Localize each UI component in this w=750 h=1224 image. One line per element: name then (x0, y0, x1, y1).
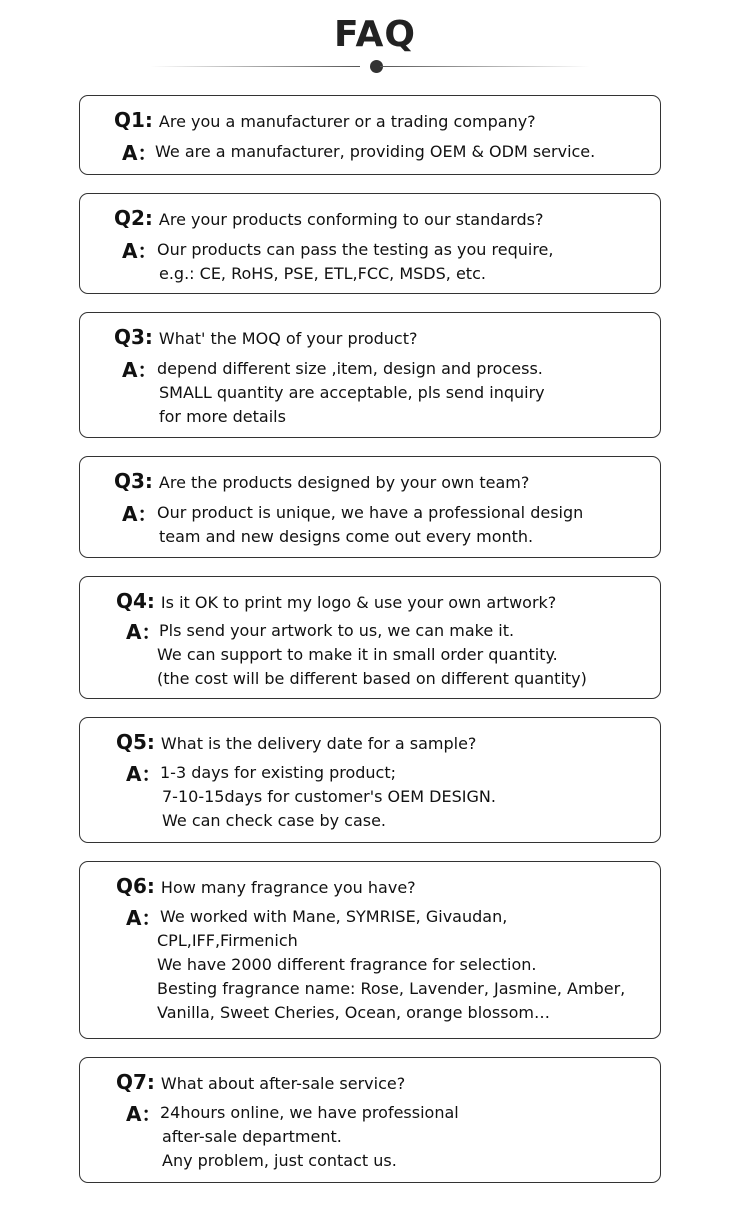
answer-line: Any problem, just contact us. (162, 1151, 397, 1170)
answer-line: 24hours online, we have professional (160, 1103, 459, 1122)
question-number: Q3: (114, 469, 153, 493)
question-text: How many fragrance you have? (160, 878, 416, 897)
faq-card (79, 1057, 661, 1183)
faq-question-row (116, 730, 476, 754)
answer-label: A： (126, 762, 162, 786)
answer-line: We have 2000 different fragrance for selection. (157, 955, 537, 974)
question-text: What' the MOQ of your product? (158, 329, 418, 348)
faq-card (79, 193, 661, 294)
question-number: Q4: (116, 589, 155, 613)
question-number: Q3: (114, 325, 153, 349)
faq-question-row (114, 108, 536, 132)
answer-line: We are a manufacturer, providing OEM & ODM service. (155, 142, 596, 161)
faq-question-row (114, 206, 543, 230)
title-divider (150, 66, 590, 68)
question-number: Q5: (116, 730, 155, 754)
question-number: Q2: (114, 206, 153, 230)
question-text: What is the delivery date for a sample? (160, 734, 477, 753)
question-text: Are the products designed by your own team? (158, 473, 530, 492)
answer-line: after-sale department. (162, 1127, 342, 1146)
answer-label: A： (122, 358, 158, 382)
answer-line: Our product is unique, we have a professional design (157, 503, 584, 522)
answer-line: Besting fragrance name: Rose, Lavender, Jasmine, Amber, (157, 979, 626, 998)
answer-line: We worked with Mane, SYMRISE, Givaudan, (160, 907, 508, 926)
question-text: Are you a manufacturer or a trading company? (158, 112, 536, 131)
answer-line: Pls send your artwork to us, we can make it. (159, 621, 515, 640)
faq-card (79, 95, 661, 175)
faq-card (79, 456, 661, 558)
answer-label: A： (126, 906, 162, 930)
answer-line: SMALL quantity are acceptable, pls send inquiry (159, 383, 545, 402)
answer-line: CPL,IFF,Firmenich (157, 931, 298, 950)
faq-card (79, 312, 661, 438)
answer-line: Our products can pass the testing as you require, (157, 240, 554, 259)
answer-line: We can check case by case. (162, 811, 387, 830)
question-number: Q6: (116, 874, 155, 898)
question-text: What about after-sale service? (160, 1074, 406, 1093)
faq-question-row (116, 874, 416, 898)
divider-line-left (150, 66, 360, 67)
faq-question-row (116, 589, 556, 613)
faq-question-row (114, 469, 529, 493)
answer-label: A： (126, 1102, 162, 1126)
divider-line-right (380, 66, 590, 67)
faq-card (79, 717, 661, 843)
question-text: Is it OK to print my logo & use your own artwork? (160, 593, 557, 612)
question-text: Are your products conforming to our standards? (158, 210, 544, 229)
answer-line: team and new designs come out every month. (159, 527, 534, 546)
answer-label: A： (122, 141, 158, 165)
faq-question-row (116, 1070, 405, 1094)
answer-line: for more details (159, 407, 286, 426)
answer-line: depend different size ,item, design and process. (157, 359, 543, 378)
page-title: FAQ (334, 14, 416, 55)
answer-line: Vanilla, Sweet Cheries, Ocean, orange blossom… (157, 1003, 550, 1022)
answer-label: A： (122, 502, 158, 526)
answer-label: A： (126, 620, 162, 644)
answer-label: A： (122, 239, 158, 263)
answer-line: (the cost will be different based on different quantity) (157, 669, 587, 688)
answer-line: 7-10-15days for customer's OEM DESIGN. (162, 787, 496, 806)
answer-line: We can support to make it in small order quantity. (157, 645, 558, 664)
answer-line: 1-3 days for existing product; (160, 763, 396, 782)
faq-question-row (114, 325, 417, 349)
question-number: Q1: (114, 108, 153, 132)
faq-card (79, 861, 661, 1039)
answer-line: e.g.: CE, RoHS, PSE, ETL,FCC, MSDS, etc. (159, 264, 486, 283)
faq-card (79, 576, 661, 699)
question-number: Q7: (116, 1070, 155, 1094)
